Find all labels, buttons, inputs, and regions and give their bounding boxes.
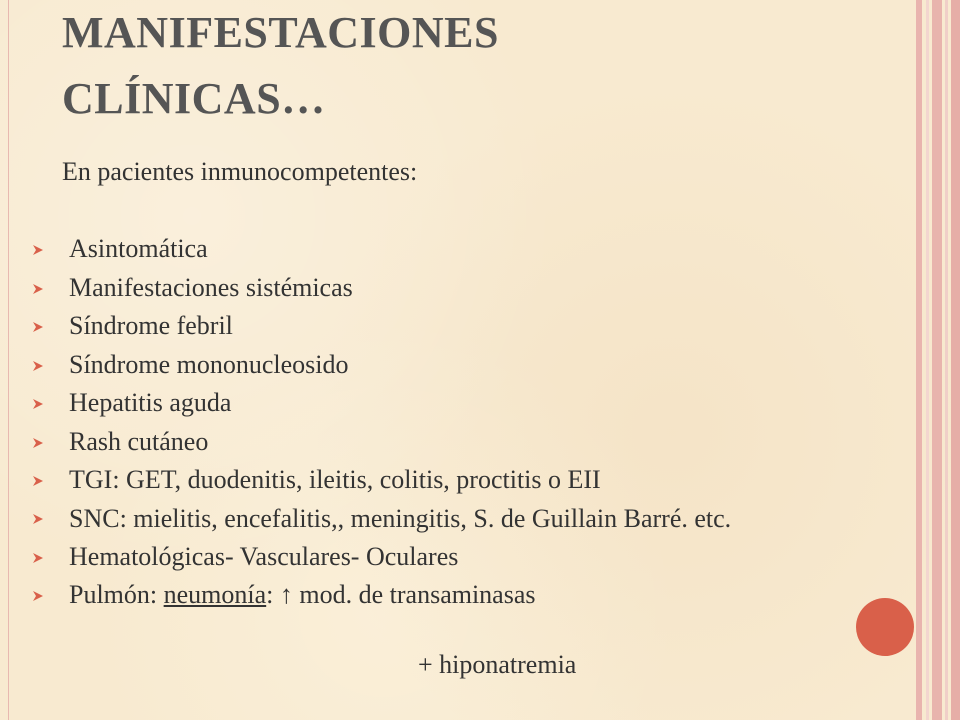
title-line-2: CLÍNICAS… (62, 74, 326, 123)
list-item (32, 423, 912, 462)
underlined-term: neumonía (163, 580, 267, 609)
slide-title (62, 0, 499, 132)
list-item (32, 346, 912, 385)
right-decorative-stripes (916, 0, 960, 720)
bullet-text: SNC: mielitis, encefalitis,, meningitis, S. de Guillain Barré. etc. (69, 503, 732, 533)
list-item (32, 576, 912, 615)
arrow-right-icon (32, 552, 44, 564)
stripe (916, 0, 922, 720)
arrow-right-icon (32, 437, 44, 449)
bullet-text: Asintomática (69, 234, 208, 263)
list-item (32, 461, 912, 500)
subtitle: En pacientes inmunocompetentes: (62, 157, 418, 186)
continuation-text: + hiponatremia (418, 650, 577, 679)
bullet-text: Síndrome mononucleosido (69, 349, 349, 379)
bullet-text: Síndrome febril (69, 311, 233, 340)
list-item (32, 384, 912, 423)
arrow-right-icon (32, 244, 44, 256)
arrow-right-icon (32, 590, 44, 602)
bullet-text-suffix: : ↑ mod. de transaminasas (266, 580, 536, 609)
arrow-right-icon (32, 283, 44, 295)
list-item (32, 307, 912, 346)
accent-circle (856, 598, 914, 656)
bullet-text: Hematológicas- Vasculares- Oculares (69, 541, 459, 571)
list-item (32, 230, 912, 269)
bullet-text-prefix: Pulmón: (69, 580, 164, 609)
arrow-right-icon (32, 475, 44, 487)
bullet-text: Manifestaciones sistémicas (69, 272, 353, 302)
list-item (32, 538, 912, 577)
stripe (945, 0, 948, 720)
bullet-text: Rash cutáneo (69, 426, 209, 456)
stripe (951, 0, 960, 720)
arrow-right-icon (32, 398, 44, 410)
arrow-right-icon (32, 360, 44, 372)
stripe (932, 0, 942, 720)
left-border-rule (8, 0, 9, 720)
bullet-text: Hepatitis aguda (69, 388, 232, 417)
bullet-list (32, 230, 912, 615)
arrow-right-icon (32, 513, 44, 525)
stripe (926, 0, 929, 720)
list-item (32, 269, 912, 308)
arrow-right-icon (32, 321, 44, 333)
title-line-1: MANIFESTACIONES (62, 8, 499, 57)
bullet-text: TGI: GET, duodenitis, ileitis, colitis, proctitis o EII (69, 465, 601, 494)
list-item (32, 500, 912, 538)
